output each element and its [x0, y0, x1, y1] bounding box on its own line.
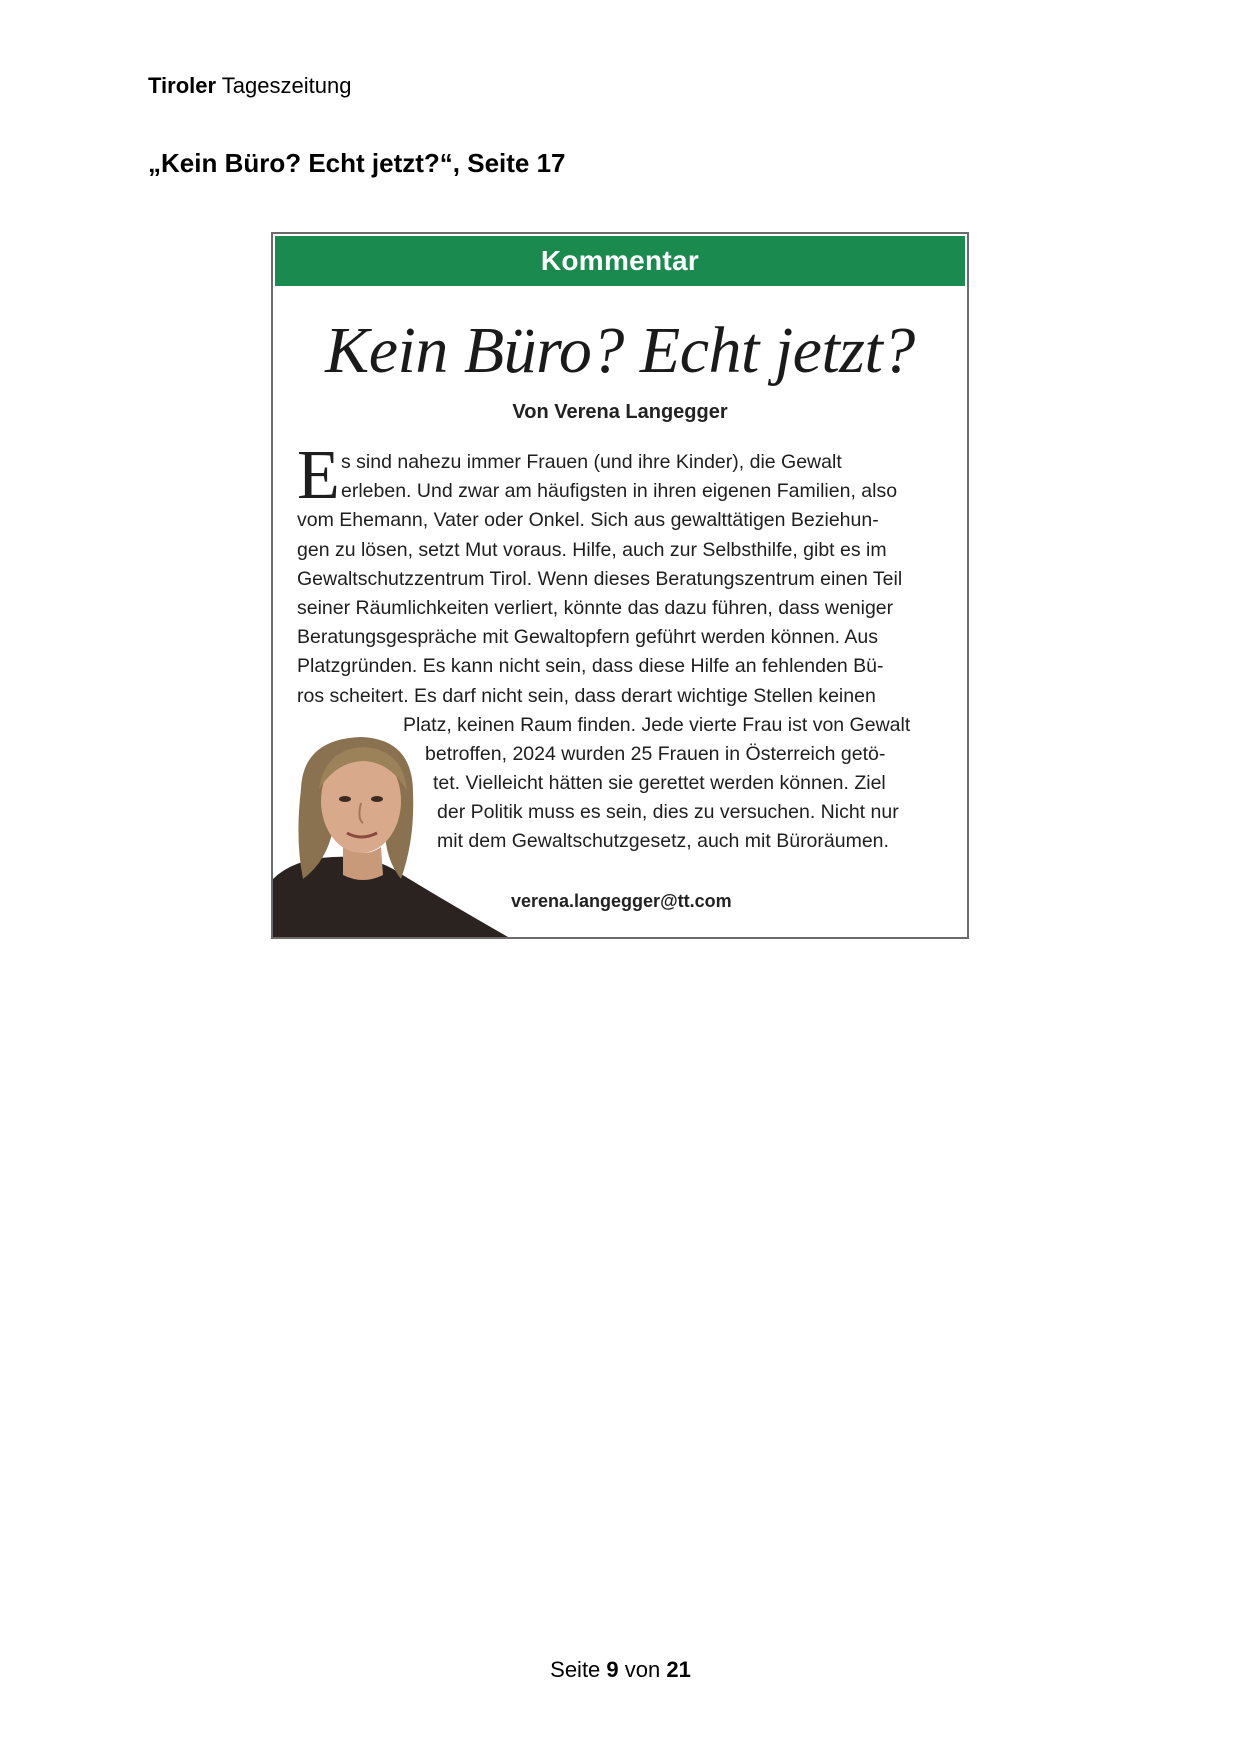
- page-number-total: 21: [666, 1657, 691, 1682]
- body-line: ros scheitert. Es darf nicht sein, dass derart wichtige Stellen keinen: [297, 684, 876, 707]
- body-line: s sind nahezu immer Frauen (und ihre Kinder), die Gewalt: [341, 451, 842, 473]
- publication-name-rest: Tageszeitung: [216, 73, 352, 98]
- body-line: tet. Vielleicht hätten sie gerettet werden können. Ziel: [433, 772, 886, 795]
- body-line: Gewaltschutzzentrum Tirol. Wenn dieses Beratungszentrum einen Teil: [297, 567, 903, 590]
- body-line: der Politik muss es sein, dies zu versuchen. Nicht nur: [437, 801, 899, 824]
- drop-cap: E: [297, 437, 340, 514]
- page-number-prefix: Seite: [550, 1657, 607, 1682]
- publication-name: [148, 73, 351, 99]
- clipping-byline: Von Verena Langegger: [512, 401, 728, 423]
- author-email: verena.langegger@tt.com: [511, 891, 732, 911]
- body-line: Platz, keinen Raum finden. Jede vierte Frau ist von Gewalt: [403, 713, 911, 736]
- body-line: seiner Räumlichkeiten verliert, könnte das dazu führen, dass weniger: [297, 596, 894, 619]
- body-line: Platzgründen. Es kann nicht sein, dass diese Hilfe an fehlenden Bü-: [297, 655, 884, 678]
- body-line: vom Ehemann, Vater oder Onkel. Sich aus gewalttätigen Beziehun-: [297, 509, 879, 532]
- body-line: betroffen, 2024 wurden 25 Frauen in Österreich getö-: [425, 742, 886, 765]
- body-line: erleben. Und zwar am häufigsten in ihren eigenen Familien, also: [341, 480, 898, 503]
- body-line: mit dem Gewaltschutzgesetz, auch mit Büroräumen.: [437, 830, 889, 853]
- page-number-middle: von: [618, 1657, 667, 1682]
- newspaper-clipping: [271, 232, 969, 939]
- author-photo: [273, 729, 513, 937]
- body-line: gen zu lösen, setzt Mut voraus. Hilfe, auch zur Selbsthilfe, gibt es im: [297, 538, 887, 561]
- clipping-headline: Kein Büro? Echt jetzt?: [325, 314, 915, 387]
- page-number-current: 9: [606, 1657, 619, 1682]
- publication-name-bold: Tiroler: [148, 73, 217, 98]
- body-line: Beratungsgespräche mit Gewaltopfern geführt werden können. Aus: [297, 626, 879, 649]
- section-label: Kommentar: [275, 236, 965, 286]
- page-number: [0, 1657, 1241, 1683]
- article-reference: „Kein Büro? Echt jetzt?“, Seite 17: [148, 148, 566, 178]
